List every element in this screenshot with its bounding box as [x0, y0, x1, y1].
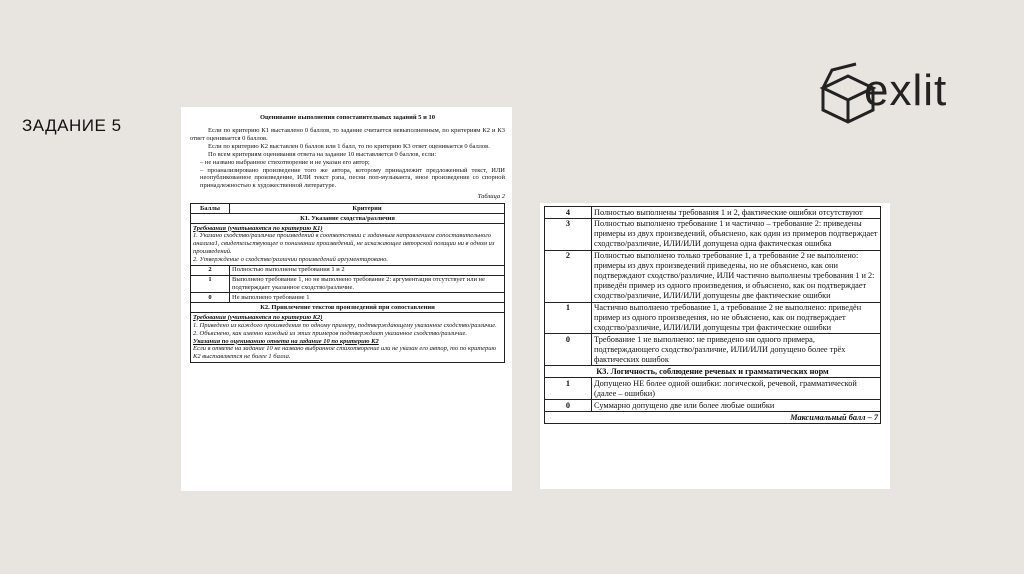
criteria-cell: Полностью выполнено только требование 1, а требование 2 не выполнено: примеры из двух произведений приведены, но не объяснено, как они подтверждают сходство/различие, ИЛИ частично выполнены требования 1 и 2: приведён пример из одного произведения, и объяснено, как он подтверждает сходство/различие, ИЛИ/ИЛИ допущены две фактические ошибки — [592, 250, 881, 302]
criteria-cell: Не выполнено требование 1 — [230, 293, 505, 303]
note-title: Указания по оцениванию ответа на задание 10 по критерию К2 — [193, 337, 379, 345]
requirements-title: Требования (учитываются по критерию К2) — [193, 313, 323, 321]
score-cell: 0 — [545, 400, 592, 412]
score-cell: 0 — [545, 334, 592, 366]
score-cell: 0 — [191, 293, 230, 303]
score-cell: 2 — [191, 265, 230, 275]
criteria-cell: Выполнено требование 1, но не выполнено требование 2: аргументация отсутствует или не подтверждает указанное сходство/различие. — [230, 275, 505, 293]
criterion-title: К2. Привлечение текстов произведений при сопоставлении — [191, 303, 505, 313]
criteria-cell: Допущено НЕ более одной ошибки: логической, речевой, грамматической (далее – ошибки) — [592, 378, 881, 400]
table-row — [191, 265, 505, 275]
doc-heading: Оценивание выполнения сопоставительных заданий 5 и 10 — [260, 114, 435, 121]
criteria-cell: Требование 1 не выполнено: не приведено ни одного примера, подтверждающего сходство/различие, ИЛИ/ИЛИ допущено более трёх фактических ошибок — [592, 334, 881, 366]
criteria-cell: Полностью выполнены требования 1 и 2 — [230, 265, 505, 275]
table-row — [545, 378, 881, 400]
criteria-table-continued — [544, 206, 881, 424]
criterion-requirements — [191, 313, 505, 363]
criteria-cell: Полностью выполнены требования 1 и 2, фактические ошибки отсутствуют — [592, 207, 881, 219]
table-number: Таблица 2 — [477, 193, 505, 201]
score-cell: 2 — [545, 250, 592, 302]
requirement: 2. Утверждение о сходстве/различии произведений аргументировано. — [193, 256, 389, 264]
paragraph: Если по критерию К1 выставлено 0 баллов, то задание считается невыполненным, по критериям К2 и К3 ответ оценивается 0 баллов. — [190, 126, 505, 142]
criteria-cell: Полностью выполнено требование 1 и частично – требование 2: приведены примеры из двух произведений, объяснено, как один из примеров подтверждает сходство/различие, ИЛИ/ИЛИ допущена одна фактическая ошибка — [592, 218, 881, 250]
table-row — [545, 250, 881, 302]
score-cell: 3 — [545, 218, 592, 250]
criterion-requirements — [191, 224, 505, 266]
score-cell: 1 — [545, 378, 592, 400]
column-header: Критерии — [230, 204, 505, 214]
table-row — [545, 302, 881, 334]
table-row — [191, 293, 505, 303]
table-row — [545, 218, 881, 250]
requirement: 1. Указано сходство/различие произведений в соответствии с заданным направлением сопоставительного анализа1, свидетельствующее о понимании произведений, не искажающее авторской позиции ни в одном из произведений. — [193, 232, 495, 256]
note-text: Если в ответе на задание 10 не названо выбранное стихотворение или не указан его автор, то по критерию К2 выставляется не более 1 балла. — [193, 345, 497, 361]
table-row — [545, 334, 881, 366]
table-row — [545, 207, 881, 219]
criteria-table — [190, 203, 505, 363]
list-item: – не названо выбранное стихотворение и не указан его автор; — [200, 158, 370, 166]
document-page-right — [540, 203, 890, 489]
table-row — [545, 400, 881, 412]
document-page-left — [181, 107, 512, 491]
paragraph: Если по критерию К2 выставлен 0 баллов или 1 балл, то по критерию К3 ответ оценивается 0 баллов. — [208, 142, 490, 150]
table-row — [191, 275, 505, 293]
criteria-cell: Суммарно допущено две или более любые ошибки — [592, 400, 881, 412]
criterion-title: К3. Логичность, соблюдение речевых и грамматических норм — [545, 366, 881, 378]
slide-title: ЗАДАНИЕ 5 — [22, 116, 122, 135]
requirement: 2. Объяснено, как именно каждый из этих примеров подтверждает указанное сходство/различие. — [193, 329, 467, 337]
max-score: Максимальный балл – 7 — [545, 412, 881, 424]
exlit-logo — [818, 58, 948, 128]
requirement: 1. Приведено из каждого произведения по одному примеру, подтверждающему указанное сходство/различие. — [193, 321, 497, 329]
criterion-title: К1. Указание сходства/различия — [191, 214, 505, 224]
logo-text: exlit — [864, 66, 948, 115]
column-header: Баллы — [191, 204, 230, 214]
list-item: – проанализировано произведение того же автора, которому принадлежит предложенный текст, ИЛИ неопубликованное произведение, ИЛИ текст рэпа, песни поп-музыканта, иное произведение со спорной принадлежностью к художественной литературе. — [200, 166, 505, 190]
score-cell: 1 — [545, 302, 592, 334]
score-cell: 1 — [191, 275, 230, 293]
score-cell: 4 — [545, 207, 592, 219]
requirements-title: Требования (учитываются по критерию К1) — [193, 224, 323, 232]
criteria-cell: Частично выполнено требование 1, а требование 2 не выполнено: приведён пример из одного произведения, но не объяснено, как он подтверждает сходство/различие, ИЛИ/ИЛИ допущены три фактические ошибки — [592, 302, 881, 334]
paragraph: По всем критериям оценивания ответа на задание 10 выставляется 0 баллов, если: — [208, 150, 437, 158]
